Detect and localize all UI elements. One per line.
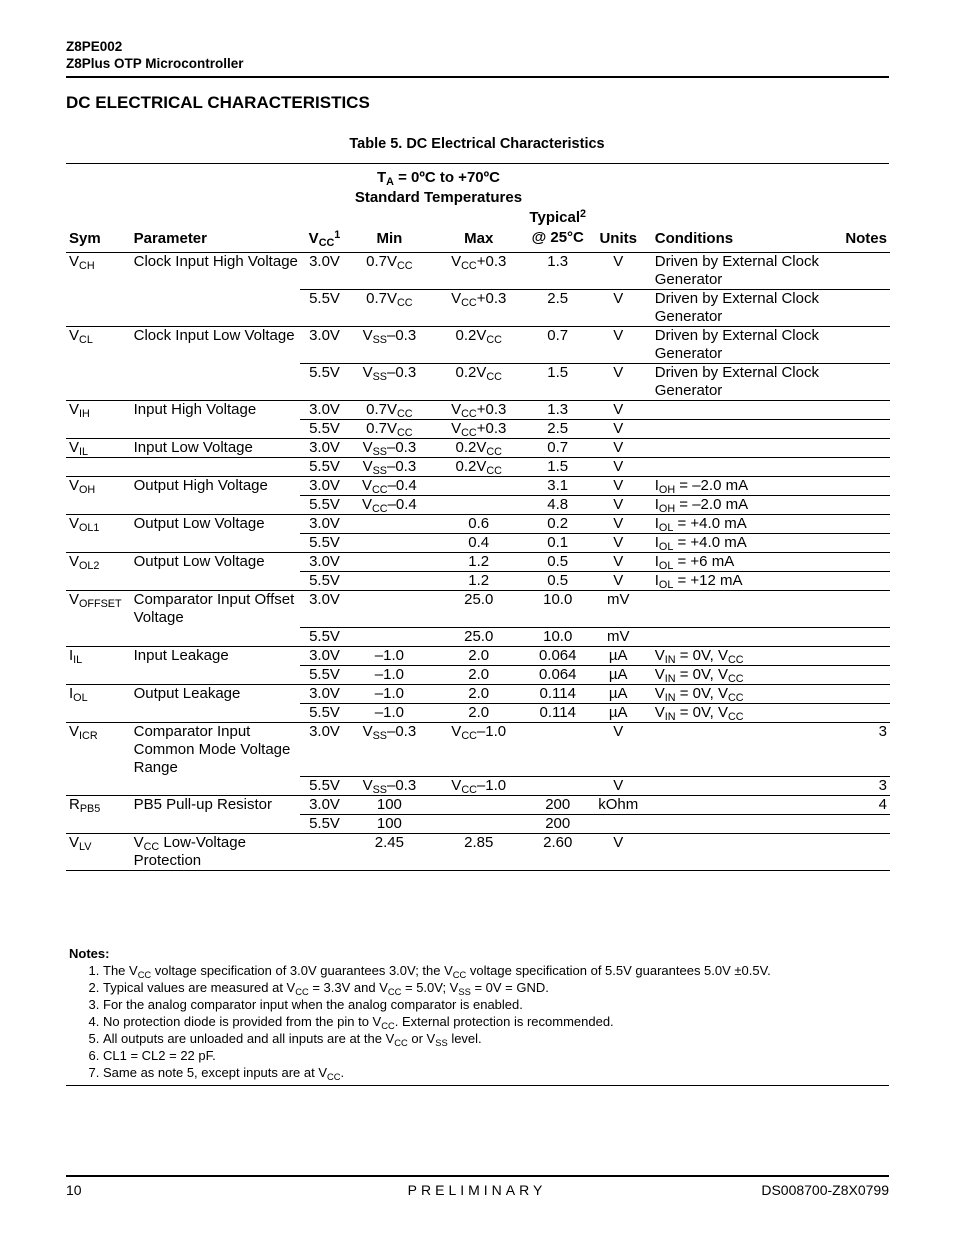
cell-parameter: [131, 815, 300, 834]
cell-max: 2.0: [430, 646, 528, 665]
cell-typical: 10.0: [528, 627, 588, 646]
cell-conditions: Driven by External Clock Generator: [649, 364, 836, 401]
cell-notes: [835, 646, 890, 665]
col-vcc: $V_{CC}^1$: [308, 229, 341, 249]
cell-min: –1.0: [349, 665, 430, 684]
cell-parameter: Comparator Input Offset Voltage: [131, 591, 300, 628]
cell-max: [430, 496, 528, 515]
cell-typical: 3.1: [528, 477, 588, 496]
cell-conditions: [649, 722, 836, 777]
cell-units: V: [588, 253, 649, 290]
cell-conditions: Driven by External Clock Generator: [649, 253, 836, 290]
table-row: [66, 534, 890, 553]
table-header: [66, 164, 890, 253]
cell-units: mV: [588, 627, 649, 646]
table-row: [66, 572, 890, 591]
cell-vcc: 5.5V: [300, 458, 349, 477]
cell-symbol: $I_{OL}$: [66, 684, 131, 703]
cell-notes: [835, 439, 890, 458]
cell-symbol: $I_{IL}$: [66, 646, 131, 665]
table-row: [66, 834, 890, 871]
cell-symbol: $V_{ICR}$: [66, 722, 131, 777]
cell-units: V: [588, 553, 649, 572]
cell-typical: [528, 777, 588, 796]
cell-max: 2.0: [430, 703, 528, 722]
cell-typical: 1.5: [528, 364, 588, 401]
table-row: [66, 439, 890, 458]
cell-units: mV: [588, 591, 649, 628]
cell-conditions: [649, 815, 836, 834]
note-item: 6. CL1 = CL2 = 22 pF.: [103, 1047, 890, 1064]
cell-max: $0.2V_{CC}$: [430, 364, 528, 401]
cell-parameter: Output High Voltage: [131, 477, 300, 496]
cell-symbol: [66, 496, 131, 515]
cell-symbol: [66, 815, 131, 834]
cell-max: 25.0: [430, 627, 528, 646]
cell-typical: [528, 722, 588, 777]
cell-parameter: Output Low Voltage: [131, 553, 300, 572]
cell-notes: [835, 553, 890, 572]
page-number: 10: [66, 1182, 82, 1198]
cell-max: 0.6: [430, 515, 528, 534]
cell-typical: 0.1: [528, 534, 588, 553]
table-row: [66, 420, 890, 439]
table-body: [66, 253, 890, 871]
cell-notes: [835, 496, 890, 515]
note-item: 5. All outputs are unloaded and all inputs are at the $V_{CC}$ or $V_{SS}$ level.: [103, 1030, 890, 1047]
cell-conditions: [649, 834, 836, 871]
cell-min: [349, 515, 430, 534]
header-rule: [66, 76, 889, 78]
table-row: [66, 515, 890, 534]
cell-notes: 3: [835, 777, 890, 796]
notes-list: [66, 962, 890, 1081]
cell-symbol: [66, 665, 131, 684]
cell-parameter: Input Low Voltage: [131, 439, 300, 458]
table-row: [66, 777, 890, 796]
cell-vcc: 3.0V: [300, 327, 349, 364]
table-row: [66, 703, 890, 722]
cell-vcc: 3.0V: [300, 253, 349, 290]
note-item: 4. No protection diode is provided from the pin to $V_{CC}$. External protection is recommended.: [103, 1013, 890, 1030]
table-row: [66, 364, 890, 401]
cell-units: V: [588, 458, 649, 477]
cell-typical: 0.7: [528, 327, 588, 364]
table-row: [66, 646, 890, 665]
cell-notes: [835, 290, 890, 327]
cell-max: $0.2V_{CC}$: [430, 327, 528, 364]
cell-vcc: 3.0V: [300, 684, 349, 703]
cell-min: –1.0: [349, 684, 430, 703]
cell-conditions: $I_{OH} = -2.0$ mA: [649, 496, 836, 515]
cell-symbol: [66, 777, 131, 796]
table-caption: Table 5. DC Electrical Characteristics: [349, 136, 605, 152]
cell-notes: [835, 477, 890, 496]
cell-parameter: Output Leakage: [131, 684, 300, 703]
col-notes: Notes: [845, 230, 887, 247]
cell-notes: [835, 834, 890, 871]
cell-units: V: [588, 290, 649, 327]
cell-max: 25.0: [430, 591, 528, 628]
cell-conditions: $V_{IN} = 0V$, $V_{CC}$: [649, 646, 836, 665]
cell-notes: [835, 627, 890, 646]
section-title: DC ELECTRICAL CHARACTERISTICS: [66, 93, 370, 112]
cell-min: $V_{SS}-0.3$: [349, 722, 430, 777]
table-row: [66, 627, 890, 646]
cell-parameter: [131, 496, 300, 515]
cell-symbol: $V_{IL}$: [66, 439, 131, 458]
cell-typical: 2.5: [528, 420, 588, 439]
cell-parameter: [131, 572, 300, 591]
cell-conditions: [649, 777, 836, 796]
cell-typical: 200: [528, 815, 588, 834]
cell-units: V: [588, 364, 649, 401]
notes-section: [66, 945, 890, 1081]
cell-max: $0.2V_{CC}$: [430, 458, 528, 477]
cell-parameter: Clock Input Low Voltage: [131, 327, 300, 364]
cell-conditions: $V_{IN} = 0V$, $V_{CC}$: [649, 703, 836, 722]
cell-symbol: $V_{OH}$: [66, 477, 131, 496]
cell-max: [430, 477, 528, 496]
cell-vcc: 5.5V: [300, 364, 349, 401]
cell-notes: [835, 684, 890, 703]
cell-parameter: [131, 458, 300, 477]
cell-symbol: [66, 627, 131, 646]
cell-conditions: Driven by External Clock Generator: [649, 327, 836, 364]
cell-vcc: 3.0V: [300, 439, 349, 458]
cell-parameter: Clock Input High Voltage: [131, 253, 300, 290]
col-parameter: Parameter: [133, 230, 207, 247]
note-item: 7. Same as note 5, except inputs are at $V_{CC}$.: [103, 1064, 890, 1081]
cell-max: $V_{CC}+0.3$: [430, 290, 528, 327]
cell-notes: [835, 534, 890, 553]
cell-units: [588, 815, 649, 834]
cell-min: $V_{SS}-0.3$: [349, 364, 430, 401]
table-row: [66, 722, 890, 777]
cell-conditions: [649, 420, 836, 439]
note-item: 3. For the analog comparator input when the analog comparator is enabled.: [103, 996, 890, 1013]
cell-conditions: $V_{IN} = 0V$, $V_{CC}$: [649, 684, 836, 703]
cell-parameter: [131, 420, 300, 439]
footer-rule: [66, 1175, 889, 1177]
cell-max: $V_{CC}-1.0$: [430, 777, 528, 796]
cell-max: $V_{CC}+0.3$: [430, 420, 528, 439]
cell-min: $V_{SS}-0.3$: [349, 439, 430, 458]
cell-min: $V_{CC}-0.4$: [349, 477, 430, 496]
cell-parameter: PB5 Pull-up Resistor: [131, 796, 300, 815]
cell-conditions: [649, 591, 836, 628]
cell-symbol: [66, 703, 131, 722]
cell-notes: [835, 572, 890, 591]
cell-typical: 0.7: [528, 439, 588, 458]
table-row: [66, 665, 890, 684]
cell-min: $0.7V_{CC}$: [349, 253, 430, 290]
cell-conditions: $I_{OL} = +4.0$ mA: [649, 515, 836, 534]
table-row: [66, 290, 890, 327]
cell-notes: [835, 665, 890, 684]
cell-max: 0.4: [430, 534, 528, 553]
cell-vcc: 3.0V: [300, 722, 349, 777]
temperature-header: $T_A$ = 0ºC to +70ºC Standard Temperatures: [354, 169, 523, 206]
cell-typical: 0.5: [528, 572, 588, 591]
cell-symbol: [66, 364, 131, 401]
cell-notes: [835, 815, 890, 834]
cell-symbol: [66, 572, 131, 591]
col-max: Max: [464, 230, 494, 247]
table-row: [66, 253, 890, 290]
header-row-temperature: [66, 164, 890, 208]
cell-typical: 0.114: [528, 703, 588, 722]
cell-vcc: 3.0V: [300, 515, 349, 534]
cell-units: µA: [588, 703, 649, 722]
note-item: 2. Typical values are measured at $V_{CC} = 3.3V$ and $V_{CC} = 5.0V$; $V_{SS} = 0V$ = GND.: [103, 979, 890, 996]
cell-conditions: $I_{OL} = +12$ mA: [649, 572, 836, 591]
cell-notes: [835, 458, 890, 477]
cell-typical: 2.60: [528, 834, 588, 871]
col-typical: Typical$^2$ @ 25°C: [529, 208, 587, 246]
cell-vcc: 3.0V: [300, 553, 349, 572]
cell-units: V: [588, 515, 649, 534]
table-row: [66, 477, 890, 496]
cell-conditions: $V_{IN} = 0V$, $V_{CC}$: [649, 665, 836, 684]
cell-symbol: [66, 290, 131, 327]
cell-min: $0.7V_{CC}$: [349, 401, 430, 420]
cell-parameter: [131, 777, 300, 796]
cell-min: 2.45: [349, 834, 430, 871]
cell-notes: [835, 364, 890, 401]
cell-vcc: 5.5V: [300, 815, 349, 834]
cell-symbol: [66, 458, 131, 477]
cell-min: $V_{SS}-0.3$: [349, 327, 430, 364]
cell-min: $V_{SS}-0.3$: [349, 458, 430, 477]
cell-notes: [835, 253, 890, 290]
cell-units: µA: [588, 665, 649, 684]
cell-conditions: Driven by External Clock Generator: [649, 290, 836, 327]
cell-min: $0.7V_{CC}$: [349, 420, 430, 439]
cell-notes: [835, 591, 890, 628]
cell-symbol: $V_{IH}$: [66, 401, 131, 420]
cell-units: V: [588, 420, 649, 439]
cell-vcc: 3.0V: [300, 401, 349, 420]
cell-vcc: 5.5V: [300, 665, 349, 684]
cell-symbol: $V_{CL}$: [66, 327, 131, 364]
table-row: [66, 591, 890, 628]
table-row: [66, 684, 890, 703]
cell-vcc: [300, 834, 349, 871]
cell-vcc: 5.5V: [300, 534, 349, 553]
cell-max: 1.2: [430, 572, 528, 591]
cell-units: V: [588, 439, 649, 458]
cell-symbol: [66, 420, 131, 439]
cell-max: 2.0: [430, 665, 528, 684]
cell-vcc: 5.5V: [300, 420, 349, 439]
cell-symbol: $V_{OL1}$: [66, 515, 131, 534]
cell-notes: [835, 401, 890, 420]
cell-min: $V_{SS}-0.3$: [349, 777, 430, 796]
cell-typical: 4.8: [528, 496, 588, 515]
cell-min: –1.0: [349, 646, 430, 665]
cell-conditions: [649, 458, 836, 477]
cell-parameter: [131, 627, 300, 646]
notes-bottom-rule: [66, 1085, 889, 1086]
cell-typical: 0.114: [528, 684, 588, 703]
col-units: Units: [599, 230, 637, 247]
cell-max: $V_{CC}+0.3$: [430, 253, 528, 290]
cell-min: [349, 591, 430, 628]
cell-notes: [835, 515, 890, 534]
cell-vcc: 5.5V: [300, 777, 349, 796]
cell-typical: 0.064: [528, 646, 588, 665]
cell-conditions: $I_{OL} = +6$ mA: [649, 553, 836, 572]
table-row: [66, 553, 890, 572]
cell-vcc: 3.0V: [300, 796, 349, 815]
cell-vcc: 3.0V: [300, 477, 349, 496]
part-number: Z8PE002: [66, 39, 123, 54]
cell-units: V: [588, 572, 649, 591]
cell-typical: 1.5: [528, 458, 588, 477]
cell-min: $V_{CC}-0.4$: [349, 496, 430, 515]
cell-units: µA: [588, 684, 649, 703]
cell-typical: 10.0: [528, 591, 588, 628]
cell-max: [430, 815, 528, 834]
cell-max: $V_{CC}+0.3$: [430, 401, 528, 420]
table-row: [66, 815, 890, 834]
cell-vcc: 5.5V: [300, 290, 349, 327]
notes-title: Notes:: [69, 946, 110, 961]
cell-max: 2.85: [430, 834, 528, 871]
cell-units: V: [588, 834, 649, 871]
cell-symbol: $V_{LV}$: [66, 834, 131, 871]
cell-parameter: [131, 290, 300, 327]
col-min: Min: [376, 230, 403, 247]
cell-parameter: Output Low Voltage: [131, 515, 300, 534]
cell-min: [349, 572, 430, 591]
table-row: [66, 458, 890, 477]
note-item: 1. The $V_{CC}$ voltage specification of 3.0V guarantees 3.0V; the $V_{CC}$ voltage specification of 5.5V guarantees 5.0V ±0.5V.: [103, 962, 890, 979]
cell-min: [349, 534, 430, 553]
cell-min: [349, 627, 430, 646]
cell-min: $0.7V_{CC}$: [349, 290, 430, 327]
cell-conditions: [649, 439, 836, 458]
cell-max: 2.0: [430, 684, 528, 703]
preliminary-label: PRELIMINARY: [407, 1182, 547, 1198]
cell-vcc: 5.5V: [300, 496, 349, 515]
cell-parameter: [131, 665, 300, 684]
cell-units: µA: [588, 646, 649, 665]
product-name: Z8Plus OTP Microcontroller: [66, 56, 244, 71]
cell-typical: 0.5: [528, 553, 588, 572]
cell-max: $V_{CC}-1.0$: [430, 722, 528, 777]
col-conditions: Conditions: [654, 230, 734, 247]
cell-parameter: Input High Voltage: [131, 401, 300, 420]
cell-units: V: [588, 534, 649, 553]
cell-max: $0.2V_{CC}$: [430, 439, 528, 458]
cell-units: V: [588, 722, 649, 777]
table-row: [66, 401, 890, 420]
cell-symbol: $V_{CH}$: [66, 253, 131, 290]
cell-min: 100: [349, 796, 430, 815]
cell-parameter: [131, 534, 300, 553]
cell-symbol: $V_{OL2}$: [66, 553, 131, 572]
cell-typical: 2.5: [528, 290, 588, 327]
cell-vcc: 5.5V: [300, 627, 349, 646]
cell-typical: 0.064: [528, 665, 588, 684]
cell-notes: [835, 420, 890, 439]
cell-units: kOhm: [588, 796, 649, 815]
cell-conditions: [649, 401, 836, 420]
cell-parameter: Comparator Input Common Mode Voltage Range: [131, 722, 300, 777]
cell-typical: 0.2: [528, 515, 588, 534]
cell-notes: [835, 327, 890, 364]
cell-typical: 1.3: [528, 253, 588, 290]
cell-parameter: $V_{CC}$ Low-Voltage Protection: [131, 834, 300, 871]
cell-notes: [835, 703, 890, 722]
cell-conditions: $I_{OL} = +4.0$ mA: [649, 534, 836, 553]
cell-conditions: [649, 796, 836, 815]
cell-symbol: $V_{OFFSET}$: [66, 591, 131, 628]
cell-vcc: 5.5V: [300, 703, 349, 722]
cell-symbol: $R_{PB5}$: [66, 796, 131, 815]
cell-parameter: Input Leakage: [131, 646, 300, 665]
cell-units: V: [588, 401, 649, 420]
cell-units: V: [588, 496, 649, 515]
table-row: [66, 327, 890, 364]
col-sym: Sym: [69, 230, 101, 247]
cell-symbol: [66, 534, 131, 553]
document-id: DS008700-Z8X0799: [761, 1182, 889, 1198]
table-row: [66, 796, 890, 815]
cell-typical: 200: [528, 796, 588, 815]
cell-max: [430, 796, 528, 815]
cell-vcc: 3.0V: [300, 646, 349, 665]
cell-notes: 3: [835, 722, 890, 777]
cell-vcc: 3.0V: [300, 591, 349, 628]
cell-vcc: 5.5V: [300, 572, 349, 591]
cell-units: V: [588, 327, 649, 364]
header-row-columns: [66, 208, 890, 253]
cell-units: V: [588, 477, 649, 496]
cell-min: –1.0: [349, 703, 430, 722]
cell-conditions: [649, 627, 836, 646]
cell-notes: 4: [835, 796, 890, 815]
dc-characteristics-table: [66, 164, 890, 871]
cell-parameter: [131, 364, 300, 401]
cell-max: 1.2: [430, 553, 528, 572]
cell-min: [349, 553, 430, 572]
cell-units: V: [588, 777, 649, 796]
cell-typical: 1.3: [528, 401, 588, 420]
cell-min: 100: [349, 815, 430, 834]
document-header: [66, 38, 244, 72]
cell-conditions: $I_{OH} = -2.0$ mA: [649, 477, 836, 496]
table-row: [66, 496, 890, 515]
cell-parameter: [131, 703, 300, 722]
